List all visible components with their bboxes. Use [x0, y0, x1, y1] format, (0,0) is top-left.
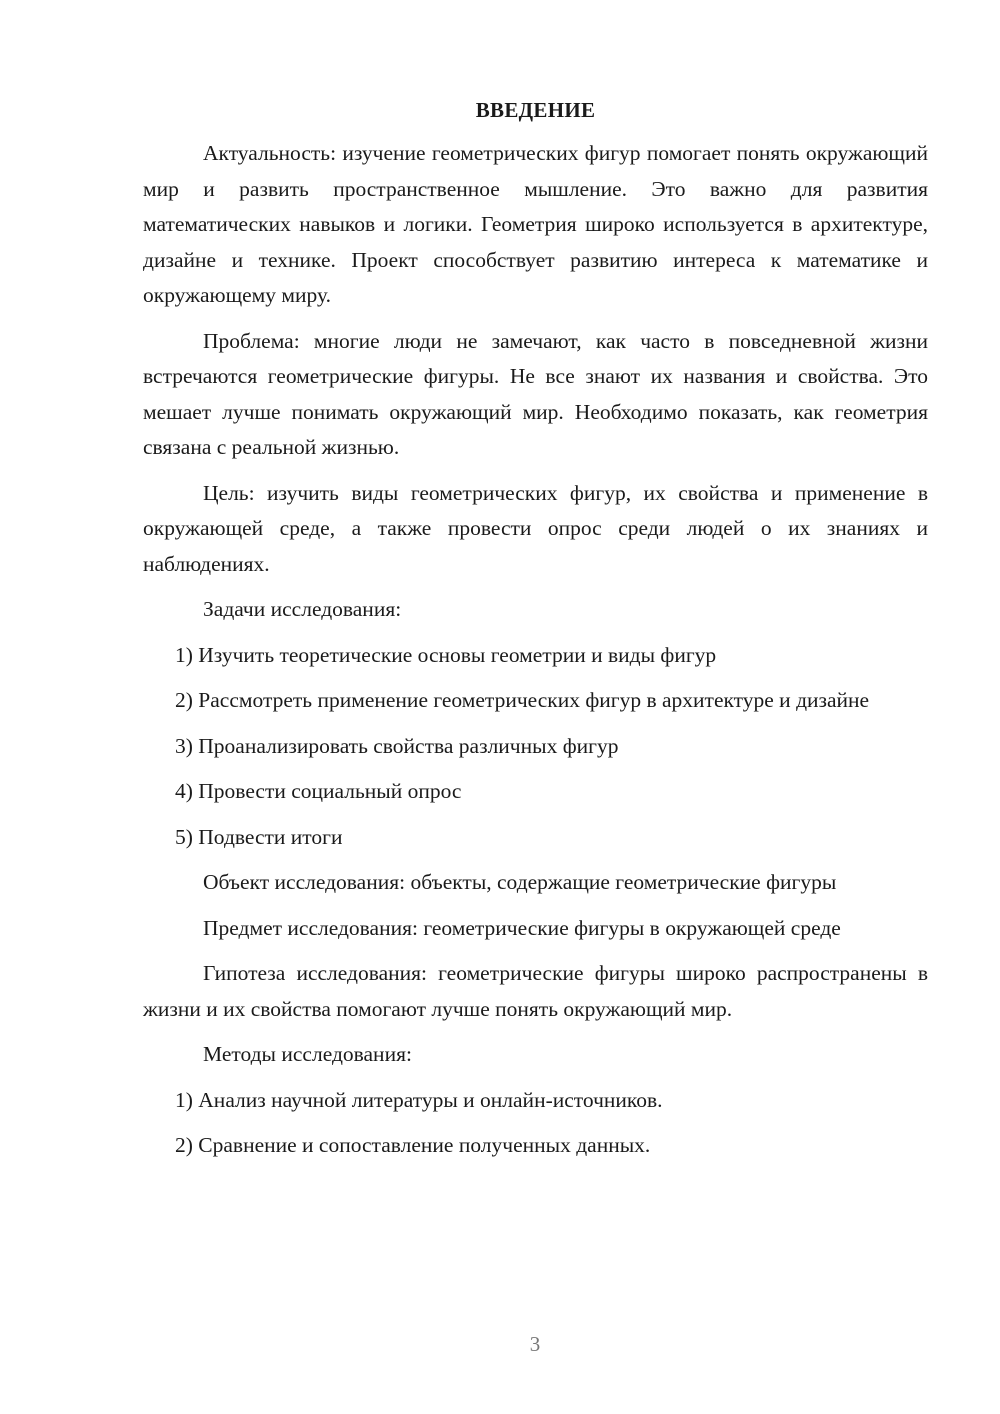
- task-item: 2) Рассмотреть применение геометрических фигур в архитектуре и дизайне: [175, 688, 870, 712]
- method-item: 1) Анализ научной литературы и онлайн-источников.: [175, 1087, 663, 1112]
- hypothesis-paragraph: Гипотеза исследования: геометрические фигуры широко распространены в жизни и их свойства помогают лучше понять окружающий мир.: [143, 961, 928, 1021]
- relevance-paragraph: Актуальность: изучение геометрических фигур помогает понять окружающий мир и развить пространственное мышление. Это важно для развития математических навыков и логики. Геометрия широко используется в архитектуре, дизайне и технике. Проект способствует развитию интереса к математике и окружающему миру.: [143, 141, 928, 307]
- task-item: 1) Изучить теоретические основы геометрии и виды фигур: [175, 642, 717, 667]
- research-object-paragraph: Объект исследования: объекты, содержащие геометрические фигуры: [203, 870, 837, 894]
- goal-paragraph: Цель: изучить виды геометрических фигур, их свойства и применение в окружающей среде, а также провести опрос среди людей о их знаниях и наблюдениях.: [143, 480, 928, 576]
- page-number: 3: [529, 1332, 541, 1356]
- method-item: 2) Сравнение и сопоставление полученных данных.: [175, 1133, 651, 1157]
- task-item: 4) Провести социальный опрос: [175, 779, 462, 803]
- document-page: [143, 94, 928, 1174]
- section-title: ВВЕДЕНИЕ: [475, 98, 596, 122]
- methods-heading: Методы исследования:: [203, 1042, 412, 1066]
- research-subject-paragraph: Предмет исследования: геометрические фигуры в окружающей среде: [203, 915, 841, 940]
- problem-paragraph: Проблема: многие люди не замечают, как часто в повседневной жизни встречаются геометрические фигуры. Не все знают их названия и свойства. Это мешает лучше понимать окружающий мир. Необходимо показать, как геометрия связана с реальной жизнью.: [143, 328, 928, 459]
- tasks-heading: Задачи исследования:: [203, 597, 402, 621]
- task-item: 5) Подвести итоги: [175, 824, 343, 849]
- task-item: 3) Проанализировать свойства различных фигур: [175, 733, 619, 758]
